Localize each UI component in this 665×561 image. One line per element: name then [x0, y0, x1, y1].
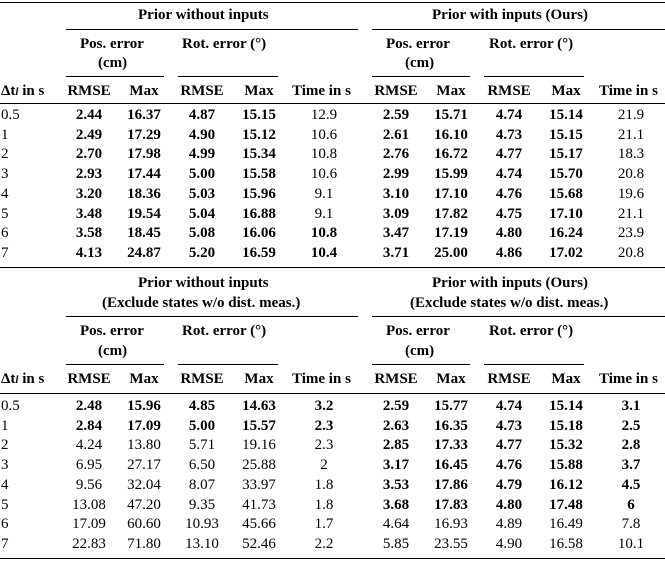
table-cell: 4.86 [495, 244, 523, 261]
table-cell: 24.87 [127, 244, 161, 261]
table-cell: 23.55 [434, 535, 468, 552]
table-cell: 17.86 [434, 476, 468, 493]
table-cell: 2.5 [621, 417, 641, 434]
row-dt-label: 0.5 [1, 398, 20, 414]
row-dt-label: 2 [1, 146, 9, 163]
table-cell: 6.50 [188, 457, 216, 474]
table-cell: 2.76 [382, 146, 410, 163]
table-cell: 19.16 [242, 437, 276, 454]
top-dt-column-header: Δtl in s [1, 83, 45, 99]
bottom-sub-rule-2 [178, 364, 278, 365]
table-cell: 2.84 [75, 417, 103, 434]
table-cell: 10.8 [310, 225, 338, 242]
table-cell: 47.20 [127, 496, 161, 513]
table-cell: 25.88 [242, 457, 276, 474]
table-cell: 15.70 [549, 166, 583, 183]
table-cell: 9.56 [75, 476, 103, 493]
table-cell: 22.83 [72, 535, 106, 552]
top-rule [0, 2, 665, 3]
row-dt-label: 4 [1, 476, 9, 493]
table-cell: 17.02 [549, 244, 583, 261]
row-dt-label: 3 [1, 457, 9, 474]
table-cell: 2.70 [75, 146, 103, 163]
table-cell: 15.14 [549, 107, 583, 123]
table-cell: 4.24 [75, 437, 103, 454]
top-col-max-pos: Max [129, 83, 159, 99]
bottom-pos-error-header-ours: Pos. error [386, 323, 450, 339]
row-dt-label: 7 [1, 244, 9, 261]
bottom-col-max-pos: Max [129, 371, 159, 387]
table-cell: 13.08 [72, 496, 106, 513]
top-col-rmse-pos: RMSE [67, 83, 111, 99]
bottom-group-prior-with: Prior with inputs (Ours) [432, 275, 588, 291]
top-group-rule-left [66, 29, 358, 30]
table-cell: 21.1 [617, 126, 645, 143]
table-cell: 16.45 [434, 457, 468, 474]
row-dt-label: 2 [1, 437, 9, 454]
table-cell: 12.9 [310, 107, 338, 123]
table-cell: 10.1 [617, 535, 645, 552]
table-cell: 5.20 [188, 244, 216, 261]
table-cell: 16.93 [434, 516, 468, 533]
table-cell: 4.76 [495, 185, 523, 202]
bottom-col-max-rot-ours: Max [551, 371, 581, 387]
top-col-max-rot: Max [244, 83, 274, 99]
table-cell: 10.93 [185, 516, 219, 533]
table-cell: 17.98 [127, 146, 161, 163]
bottom-col-max-pos-ours: Max [436, 371, 466, 387]
table-cell: 2.48 [75, 398, 103, 414]
table-cell: 3.7 [621, 457, 641, 474]
table-cell: 5.00 [188, 166, 216, 183]
top-sub-rule-1 [66, 76, 164, 77]
table-cell: 17.33 [434, 437, 468, 454]
table-cell: 4.99 [188, 146, 216, 163]
table-cell: 5.03 [188, 185, 216, 202]
bottom-exclude-note-right: (Exclude states w/o dist. meas.) [410, 295, 609, 311]
table-cell: 2 [320, 457, 328, 474]
end-rule [0, 558, 665, 559]
table-cell: 4.87 [188, 107, 216, 123]
table-cell: 15.34 [242, 146, 276, 163]
table-cell: 52.46 [242, 535, 276, 552]
top-group-prior-with: Prior with inputs (Ours) [432, 7, 588, 23]
bottom-rot-error-header: Rot. error (°) [182, 323, 267, 339]
top-rot-error-header: Rot. error (°) [182, 36, 267, 52]
table-cell: 13.10 [185, 535, 219, 552]
top-sub-rule-2 [178, 76, 278, 77]
table-cell: 19.54 [127, 205, 161, 222]
table-cell: 7.8 [621, 516, 641, 533]
table-cell: 2.85 [382, 437, 410, 454]
table-cell: 18.3 [617, 146, 645, 163]
table-cell: 10.6 [310, 126, 338, 143]
table-cell: 20.8 [617, 244, 645, 261]
table-cell: 16.24 [549, 225, 583, 242]
table-cell: 2.3 [314, 437, 334, 454]
table-cell: 3.20 [75, 185, 103, 202]
table-cell: 5.00 [188, 417, 216, 434]
table-cell: 8.07 [188, 476, 216, 493]
table-cell: 2.61 [382, 126, 410, 143]
table-cell: 17.44 [127, 166, 161, 183]
table-cell: 3.58 [75, 225, 103, 242]
bottom-col-time-ours: Time in s [599, 371, 658, 387]
table-cell: 17.09 [127, 417, 161, 434]
table-cell: 2.59 [382, 107, 410, 123]
table-cell: 14.63 [242, 398, 276, 414]
table-cell: 15.68 [549, 185, 583, 202]
row-dt-label: 1 [1, 417, 9, 434]
table-cell: 5.08 [188, 225, 216, 242]
row-dt-label: 6 [1, 516, 9, 533]
table-cell: 10.6 [310, 166, 338, 183]
table-cell: 1.8 [314, 496, 334, 513]
row-dt-label: 1 [1, 126, 9, 143]
bottom-col-time: Time in s [292, 371, 351, 387]
table-cell: 4.89 [495, 516, 523, 533]
table-cell: 4.73 [495, 417, 523, 434]
table-cell: 4.90 [188, 126, 216, 143]
bottom-header-rule [0, 393, 665, 394]
table-cell: 3.71 [382, 244, 410, 261]
table-cell: 4.64 [382, 516, 410, 533]
table-cell: 15.58 [242, 166, 276, 183]
table-cell: 25.00 [434, 244, 468, 261]
table-cell: 16.35 [434, 417, 468, 434]
bottom-pos-error-unit-ours: (cm) [405, 343, 435, 359]
table-cell: 4.73 [495, 126, 523, 143]
table-cell: 16.10 [434, 126, 468, 143]
table-cell: 17.48 [549, 496, 583, 513]
table-cell: 2.63 [382, 417, 410, 434]
table-cell: 2.2 [314, 535, 334, 552]
table-cell: 3.53 [382, 476, 410, 493]
table-cell: 15.57 [242, 417, 276, 434]
bottom-col-rmse-pos: RMSE [67, 371, 111, 387]
table-cell: 9.1 [314, 205, 334, 222]
table-cell: 15.96 [242, 185, 276, 202]
table-cell: 45.66 [242, 516, 276, 533]
table-cell: 5.71 [188, 437, 216, 454]
bottom-dt-column-header: Δtl in s [1, 371, 45, 387]
table-cell: 4.90 [495, 535, 523, 552]
table-cell: 3.2 [314, 398, 334, 414]
top-col-max-rot-ours: Max [551, 83, 581, 99]
table-cell: 4.74 [495, 107, 523, 123]
bottom-sub-rule-4 [484, 364, 584, 365]
bottom-sub-rule-1 [66, 364, 164, 365]
table-cell: 21.9 [617, 107, 645, 123]
table-cell: 17.10 [434, 185, 468, 202]
table-cell: 17.82 [434, 205, 468, 222]
table-cell: 15.32 [549, 437, 583, 454]
table-cell: 4.74 [495, 398, 523, 414]
top-pos-error-header: Pos. error [80, 36, 144, 52]
table-cell: 17.19 [434, 225, 468, 242]
table-cell: 16.72 [434, 146, 468, 163]
top-col-max-pos-ours: Max [436, 83, 466, 99]
table-cell: 3.48 [75, 205, 103, 222]
table-cell: 15.12 [242, 126, 276, 143]
bottom-group-prior-without: Prior without inputs [138, 275, 269, 291]
table-cell: 15.71 [434, 107, 468, 123]
table-cell: 15.18 [549, 417, 583, 434]
top-sub-rule-3 [372, 76, 470, 77]
table-cell: 4.77 [495, 437, 523, 454]
bottom-group-rule-left [66, 316, 358, 317]
table-cell: 18.45 [127, 225, 161, 242]
top-col-rmse-rot: RMSE [180, 83, 224, 99]
bottom-sub-rule-3 [372, 364, 470, 365]
table-cell: 4.77 [495, 146, 523, 163]
bottom-col-rmse-rot-ours: RMSE [487, 371, 531, 387]
top-pos-error-header-ours: Pos. error [386, 36, 450, 52]
table-cell: 16.49 [549, 516, 583, 533]
table-cell: 16.06 [242, 225, 276, 242]
table-cell: 16.88 [242, 205, 276, 222]
table-cell: 13.80 [127, 437, 161, 454]
row-dt-label: 5 [1, 205, 9, 222]
table-cell: 20.8 [617, 166, 645, 183]
table-cell: 18.36 [127, 185, 161, 202]
table-cell: 4.5 [621, 476, 641, 493]
table-cell: 1.8 [314, 476, 334, 493]
top-col-rmse-pos-ours: RMSE [374, 83, 418, 99]
top-pos-error-unit: (cm) [98, 55, 128, 71]
table-cell: 23.9 [617, 225, 645, 242]
table-cell: 33.97 [242, 476, 276, 493]
bottom-col-max-rot: Max [244, 371, 274, 387]
row-dt-label: 4 [1, 185, 9, 202]
table-cell: 10.8 [310, 146, 338, 163]
table-cell: 16.58 [549, 535, 583, 552]
table-cell: 6 [627, 496, 635, 513]
table-cell: 15.14 [549, 398, 583, 414]
table-cell: 16.37 [127, 107, 161, 123]
bottom-group-rule-right [372, 316, 665, 317]
table-cell: 4.80 [495, 496, 523, 513]
table-cell: 15.88 [549, 457, 583, 474]
table-cell: 2.59 [382, 398, 410, 414]
table-cell: 1.7 [314, 516, 334, 533]
table-cell: 3.09 [382, 205, 410, 222]
table-cell: 3.68 [382, 496, 410, 513]
top-header-rule [0, 103, 665, 104]
bottom-rot-error-header-ours: Rot. error (°) [489, 323, 574, 339]
table-cell: 10.4 [310, 244, 338, 261]
table-cell: 19.6 [617, 185, 645, 202]
table-cell: 17.29 [127, 126, 161, 143]
table-cell: 2.99 [382, 166, 410, 183]
bottom-pos-error-header: Pos. error [80, 323, 144, 339]
table-cell: 15.96 [127, 398, 161, 414]
table-cell: 4.76 [495, 457, 523, 474]
table-cell: 2.44 [75, 107, 103, 123]
mid-rule [0, 267, 665, 268]
table-cell: 3.10 [382, 185, 410, 202]
table-cell: 5.04 [188, 205, 216, 222]
table-cell: 9.1 [314, 185, 334, 202]
bottom-exclude-note-left: (Exclude states w/o dist. meas.) [102, 295, 301, 311]
row-dt-label: 6 [1, 225, 9, 242]
table-cell: 4.75 [495, 205, 523, 222]
top-col-time-ours: Time in s [599, 83, 658, 99]
table-cell: 17.83 [434, 496, 468, 513]
table-cell: 2.8 [621, 437, 641, 454]
table-cell: 16.59 [242, 244, 276, 261]
table-cell: 32.04 [127, 476, 161, 493]
top-group-prior-without: Prior without inputs [138, 7, 269, 23]
table-cell: 41.73 [242, 496, 276, 513]
bottom-col-rmse-pos-ours: RMSE [374, 371, 418, 387]
table-cell: 15.17 [549, 146, 583, 163]
row-dt-label: 7 [1, 535, 9, 552]
table-cell: 4.79 [495, 476, 523, 493]
table-cell: 2.93 [75, 166, 103, 183]
table-cell: 16.12 [549, 476, 583, 493]
table-cell: 15.15 [242, 107, 276, 123]
table-cell: 17.10 [549, 205, 583, 222]
table-cell: 3.47 [382, 225, 410, 242]
table-cell: 4.13 [75, 244, 103, 261]
table-cell: 27.17 [127, 457, 161, 474]
table-cell: 15.15 [549, 126, 583, 143]
table-cell: 4.74 [495, 166, 523, 183]
top-rot-error-header-ours: Rot. error (°) [489, 36, 574, 52]
table-cell: 15.99 [434, 166, 468, 183]
top-col-time: Time in s [292, 83, 351, 99]
top-sub-rule-4 [484, 76, 584, 77]
row-dt-label: 0.5 [1, 107, 20, 123]
table-cell: 5.85 [382, 535, 410, 552]
table-cell: 4.85 [188, 398, 216, 414]
bottom-pos-error-unit: (cm) [98, 343, 128, 359]
table-cell: 15.77 [434, 398, 468, 414]
table-cell: 9.35 [188, 496, 216, 513]
table-cell: 3.17 [382, 457, 410, 474]
top-col-rmse-rot-ours: RMSE [487, 83, 531, 99]
row-dt-label: 5 [1, 496, 9, 513]
table-cell: 21.1 [617, 205, 645, 222]
table-cell: 71.80 [127, 535, 161, 552]
table-cell: 4.80 [495, 225, 523, 242]
row-dt-label: 3 [1, 166, 9, 183]
table-cell: 2.49 [75, 126, 103, 143]
table-cell: 60.60 [127, 516, 161, 533]
table-cell: 17.09 [72, 516, 106, 533]
table-cell: 6.95 [75, 457, 103, 474]
table-cell: 2.3 [314, 417, 334, 434]
top-pos-error-unit-ours: (cm) [405, 55, 435, 71]
top-group-rule-right [372, 29, 665, 30]
bottom-col-rmse-rot: RMSE [180, 371, 224, 387]
table-cell: 3.1 [621, 398, 641, 414]
